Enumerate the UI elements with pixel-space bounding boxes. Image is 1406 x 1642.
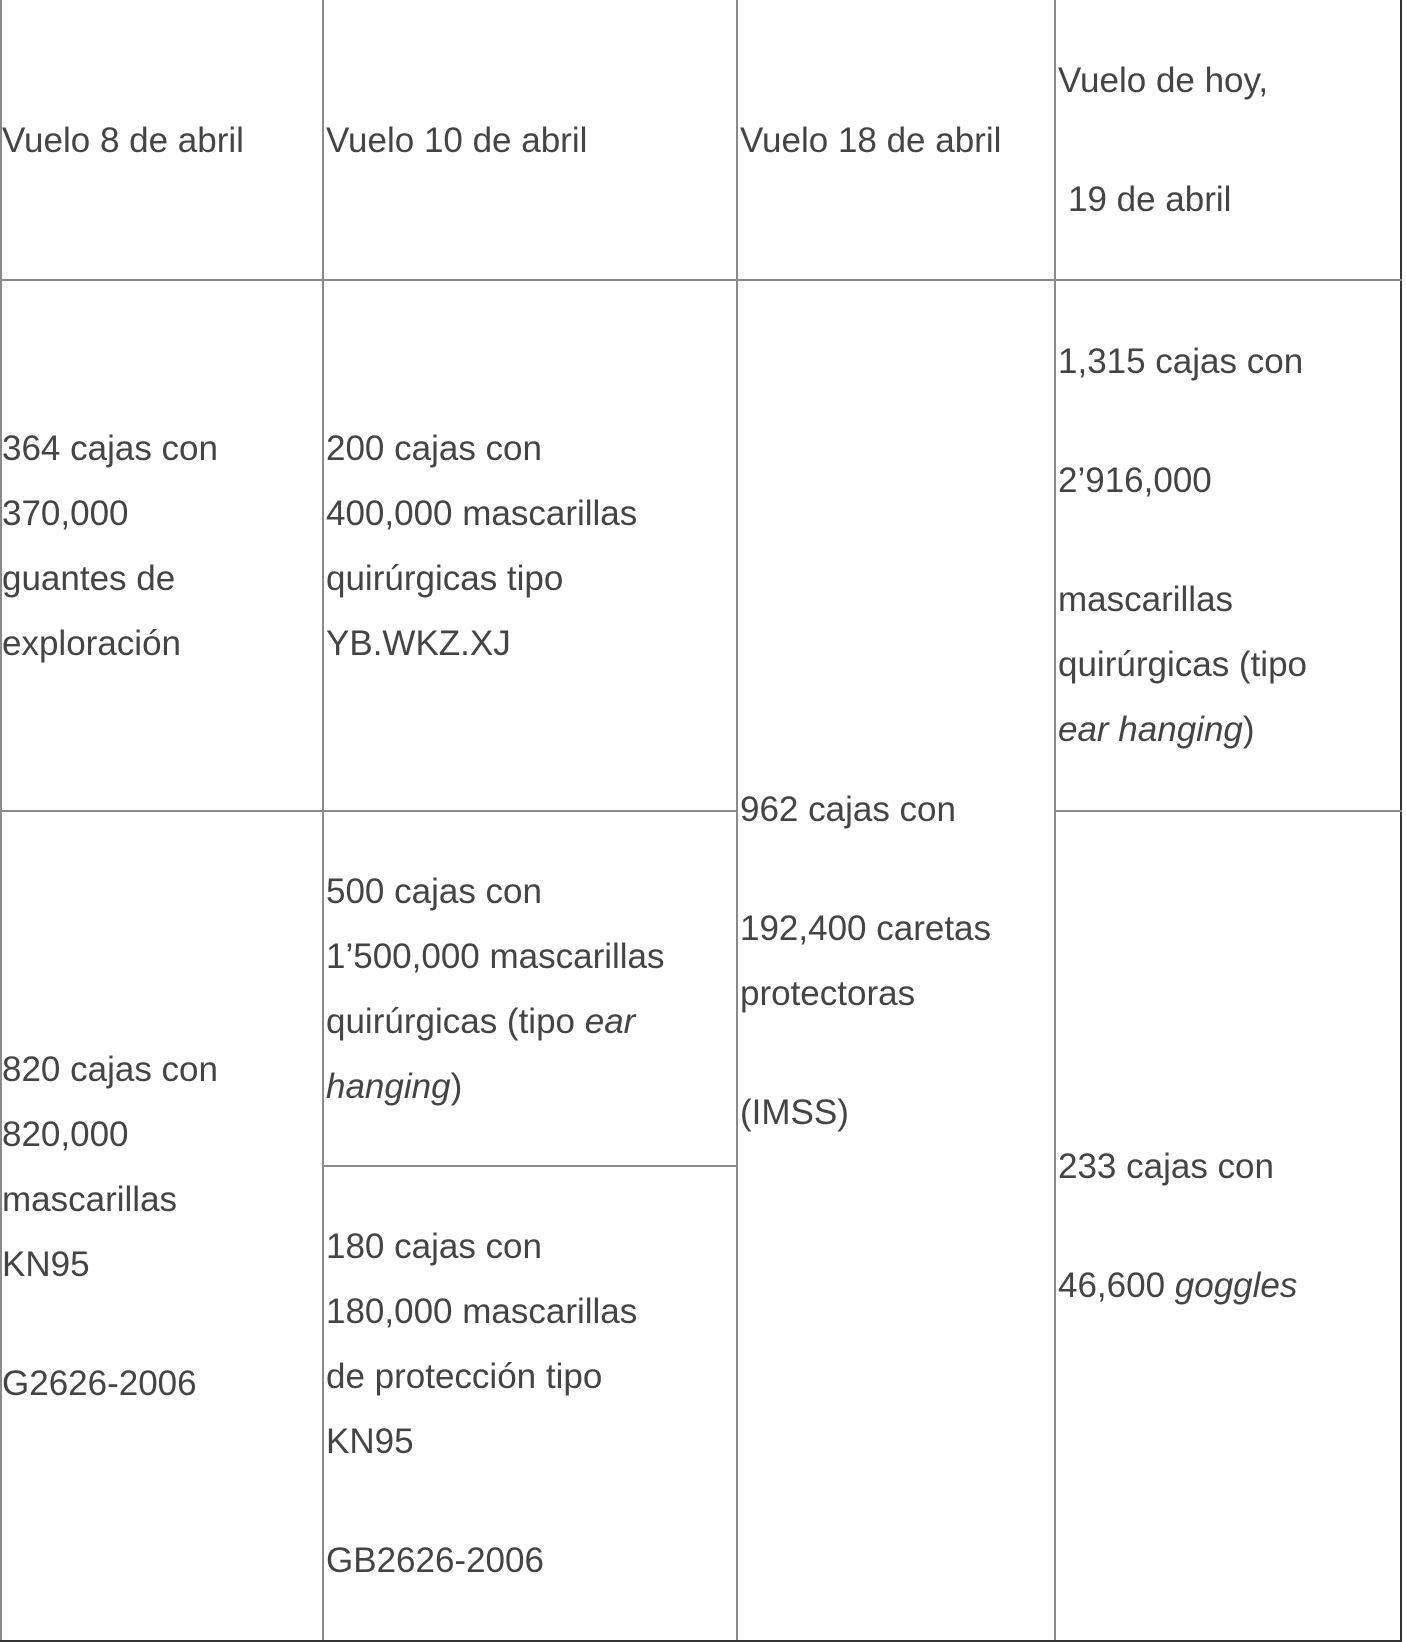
cell-text: goggles <box>1174 1266 1298 1305</box>
cell-line <box>326 989 736 1054</box>
table-cell <box>0 281 322 810</box>
header-text: Vuelo 8 de abril <box>2 120 244 160</box>
header-text: Vuelo de hoy, <box>1058 61 1269 100</box>
cell-line: YB.WKZ.XJ <box>326 623 511 663</box>
header-text: Vuelo 18 de abril <box>740 120 1002 160</box>
cell-line: KN95 <box>326 1422 414 1461</box>
cell-line: guantes de <box>2 558 176 598</box>
header-text: 19 de abril <box>1068 180 1232 219</box>
cell-line: 364 cajas con <box>2 428 218 468</box>
table-cell <box>324 812 736 1165</box>
cell-text: 46,600 <box>1058 1266 1175 1305</box>
divider <box>1400 0 1402 1642</box>
cell-line: 200 cajas con <box>326 428 542 468</box>
cell-line: 400,000 mascarillas <box>326 493 638 533</box>
cell-line: 820 cajas con <box>2 1049 218 1089</box>
cell-line: G2626-2006 <box>2 1363 197 1403</box>
cell-line: KN95 <box>2 1244 90 1284</box>
cell-line <box>1058 697 1400 762</box>
table-cell <box>1056 812 1400 1640</box>
cell-line: de protección tipo <box>326 1357 603 1396</box>
table-cell <box>324 281 736 810</box>
cell-text: ) <box>1242 710 1255 749</box>
cell-line: quirúrgicas tipo <box>326 558 564 598</box>
cell-line: 820,000 <box>2 1114 129 1154</box>
cell-line <box>1058 1253 1400 1318</box>
header-cell <box>1056 0 1400 280</box>
cell-text: ) <box>450 1066 463 1106</box>
cell-line: 500 cajas con <box>326 871 542 911</box>
cell-line: 962 cajas con <box>740 789 956 829</box>
header-cell <box>324 0 736 280</box>
cell-line: mascarillas <box>1058 580 1234 619</box>
cell-line: 1’500,000 mascarillas <box>326 936 665 976</box>
cell-line: 370,000 <box>2 493 129 533</box>
cell-line: protectoras <box>740 973 916 1013</box>
cell-line: (IMSS) <box>740 1092 849 1132</box>
cell-line: 233 cajas con <box>1058 1147 1274 1186</box>
cell-text: quirúrgicas (tipo <box>326 1001 585 1041</box>
table-cell <box>738 281 1054 1640</box>
cell-line: 180,000 mascarillas <box>326 1292 638 1331</box>
cell-line: 1,315 cajas con <box>1058 342 1304 381</box>
cell-line: GB2626-2006 <box>326 1541 544 1580</box>
cell-text: hanging <box>326 1066 451 1106</box>
cell-line: 2’916,000 <box>1058 461 1212 500</box>
cell-line: mascarillas <box>2 1179 178 1219</box>
header-cell <box>0 0 322 280</box>
cell-line: 192,400 caretas <box>740 908 992 948</box>
cell-line <box>326 1054 736 1119</box>
cell-line: 180 cajas con <box>326 1227 542 1266</box>
table-cell <box>324 1167 736 1640</box>
cell-line: quirúrgicas (tipo <box>1058 645 1307 684</box>
table-cell <box>0 812 322 1640</box>
cell-text: ear <box>584 1001 636 1041</box>
cell-text: ear hanging <box>1058 710 1243 749</box>
header-cell <box>738 0 1054 280</box>
cell-line: exploración <box>2 623 181 663</box>
table-cell <box>1056 281 1400 810</box>
header-text: Vuelo 10 de abril <box>326 120 588 160</box>
